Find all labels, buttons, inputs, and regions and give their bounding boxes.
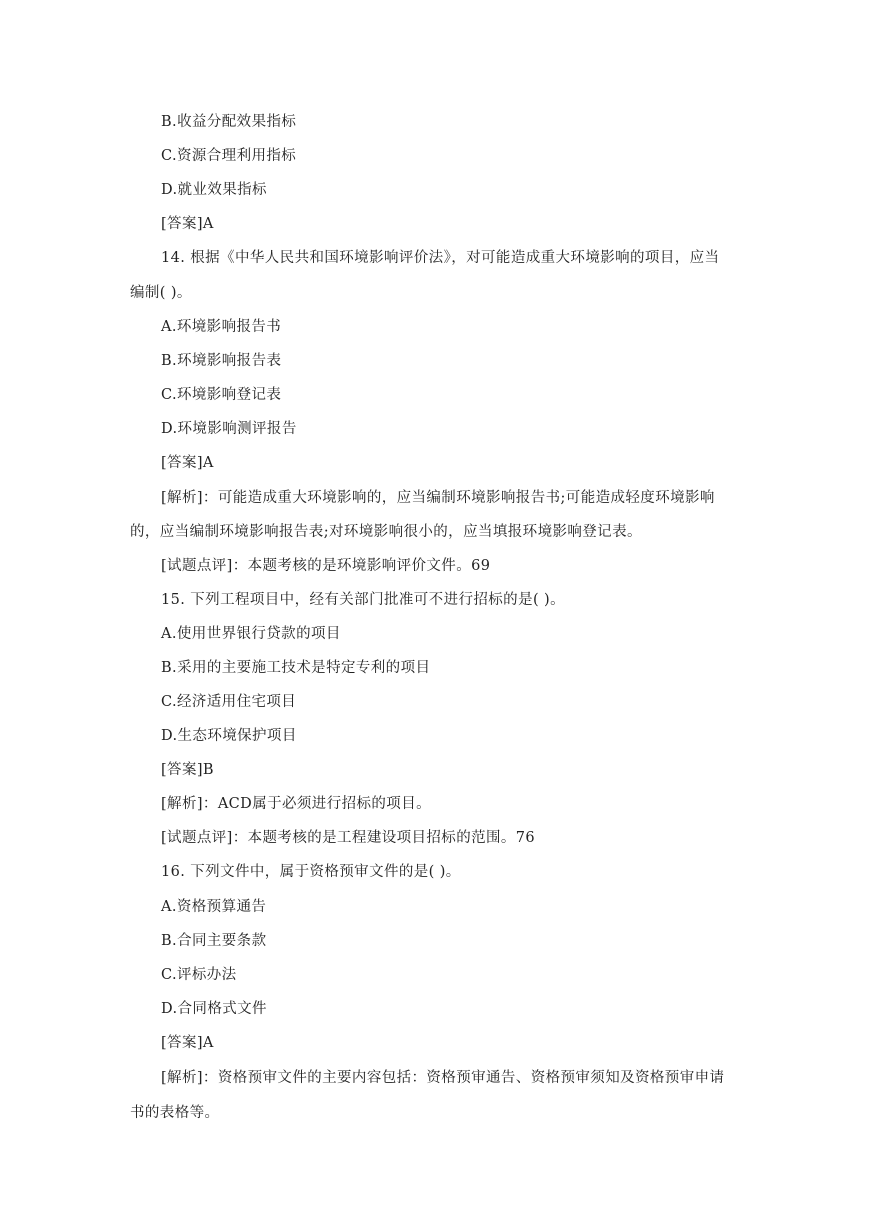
analysis-line: [解析]：资格预审文件的主要内容包括：资格预审通告、资格预审须知及资格预审申请 [161,1070,725,1086]
analysis-line: [解析]：ACD属于必须进行招标的项目。 [161,796,432,812]
option-line: C.环境影响登记表 [161,387,282,403]
option-line: D.生态环境保护项目 [161,728,297,744]
answer-line: [答案]B [161,762,214,778]
option-line: D.合同格式文件 [161,1001,267,1017]
answer-line: [答案]A [161,1035,214,1051]
option-line: B.收益分配效果指标 [161,114,297,130]
option-line: C.经济适用住宅项目 [161,694,297,710]
question-line: 14. 根据《中华人民共和国环境影响评价法》，对可能造成重大环境影响的项目，应当 [161,250,720,266]
question-line: 16. 下列文件中，属于资格预审文件的是( )。 [161,864,461,880]
question-line: 15. 下列工程项目中，经有关部门批准可不进行招标的是( )。 [161,592,565,608]
analysis-cont-line: 的，应当编制环境影响报告表;对环境影响很小的，应当填报环境影响登记表。 [130,524,642,540]
comment-line: [试题点评]：本题考核的是环境影响评价文件。69 [161,558,491,574]
option-line: D.就业效果指标 [161,182,267,198]
option-line: A.环境影响报告书 [161,319,282,335]
answer-line: [答案]A [161,455,214,471]
answer-line: [答案]A [161,216,214,232]
question-cont-line: 编制( )。 [130,285,192,301]
option-line: B.环境影响报告表 [161,353,282,369]
analysis-line: [解析]：可能造成重大环境影响的，应当编制环境影响报告书;可能造成轻度环境影响 [161,490,715,506]
option-line: C.评标办法 [161,967,237,983]
option-line: D.环境影响测评报告 [161,421,297,437]
comment-line: [试题点评]：本题考核的是工程建设项目招标的范围。76 [161,830,536,846]
option-line: B.采用的主要施工技术是特定专利的项目 [161,660,431,676]
analysis-cont-line: 书的表格等。 [130,1105,220,1121]
option-line: C.资源合理利用指标 [161,148,297,164]
option-line: B.合同主要条款 [161,933,267,949]
option-line: A.资格预算通告 [161,899,267,915]
option-line: A.使用世界银行贷款的项目 [161,626,341,642]
